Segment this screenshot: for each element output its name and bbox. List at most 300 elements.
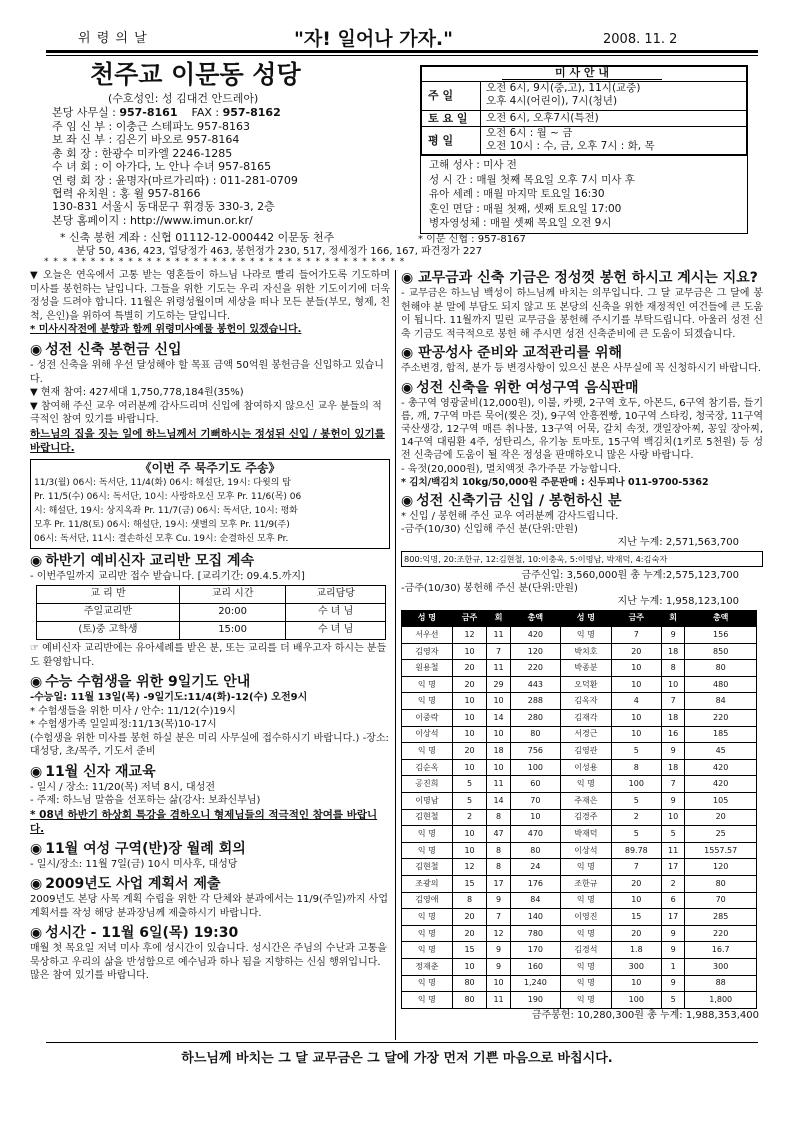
table-cell: 5 — [452, 793, 487, 810]
table-cell: 4 — [611, 693, 661, 710]
table-cell: 9 — [487, 942, 510, 959]
reeducation-line: - 주제: 하느님 말씀을 선포하는 삶(강사: 보좌신부님) — [30, 795, 261, 807]
table-cell: 2 — [661, 876, 684, 893]
table-cell: 1,800 — [685, 992, 757, 1009]
table-cell: 10 — [611, 676, 661, 693]
table-row — [402, 627, 757, 644]
table-cell: 조한규 — [560, 876, 611, 893]
table-cell: 9 — [661, 925, 684, 942]
catechumen-note: ☞ 예비신자 교리반에는 유아세례를 받은 분, 또는 교리를 더 배우고자 하시는 분들도 환영합니다. — [30, 643, 387, 668]
section-holy-hour: ◉ 성시간 - 11월 6일(목) 19:30 — [30, 925, 239, 942]
table-cell: 이명남 — [402, 793, 453, 810]
saturday-label: 토 요 일 — [428, 112, 468, 125]
table-cell: 17 — [487, 876, 510, 893]
table-row — [402, 859, 757, 876]
table-cell: 15 — [611, 909, 661, 926]
rosary-row: 11/3(월) 06시: 독서단, 11/4(화) 06시: 해설단, 19시: 다윗의 탑 — [34, 477, 291, 488]
food-sale-extra: - 육젓(20,000원), 멸치액젓 추가주문 가능합니다. — [401, 463, 622, 475]
table-cell: 익 명 — [402, 992, 453, 1009]
table-cell: 100 — [611, 992, 661, 1009]
section-exam-novena: ◉ 수능 수험생을 위한 9일기도 안내 — [30, 674, 251, 691]
table-cell: 김옥자 — [560, 693, 611, 710]
table-cell: 80 — [685, 660, 757, 677]
pledge-body: - 성전 신축을 위해 우선 달성해야 할 목표 금액 50억원 봉헌금을 신입하고 있습니다. — [30, 360, 384, 385]
table-cell: 익 명 — [402, 826, 453, 843]
table-cell: 17 — [661, 909, 684, 926]
table-cell: 10 — [452, 726, 487, 743]
office-phone: 957-8161 — [119, 106, 178, 119]
staff-line: 연 령 회 장 : 윤명자(마르가리따) : 011-281-0709 — [52, 173, 298, 187]
sunday-times-1: 오전 6시, 9시(중,고), 11시(교중) — [486, 82, 641, 94]
saturday-times: 오전 6시, 오후7시(특전) — [486, 112, 599, 124]
table-cell: 20 — [611, 876, 661, 893]
right-column — [401, 270, 763, 1023]
offering-table-header: 금주 — [452, 610, 487, 627]
offering-table-header: 회 — [661, 610, 684, 627]
section-donors: ◉ 성전 신축기금 신입 / 봉헌하신 분 — [401, 492, 622, 509]
table-cell: 100 — [510, 759, 560, 776]
table-cell: 17 — [661, 859, 684, 876]
table-cell: 7 — [487, 909, 510, 926]
offering-table-header: 총액 — [685, 610, 757, 627]
table-cell: 20 — [452, 925, 487, 942]
table-cell: 8 — [611, 759, 661, 776]
masthead-slogan: "자! 일어나 가자." — [294, 28, 454, 50]
parish-patron: (수호성인: 성 김대건 안드레아) — [108, 92, 259, 105]
confession-line: 고해 성사 : 미사 전 — [429, 159, 517, 171]
table-cell: 443 — [510, 676, 560, 693]
parish-name: 천주교 이문동 성당 — [90, 60, 301, 89]
footer-message: 하느님께 바치는 그 달 교무금은 그 달에 가장 먼저 기쁜 마음으로 바칩시다. — [181, 1051, 613, 1066]
table-row — [402, 660, 757, 677]
table-cell: 7 — [661, 776, 684, 793]
meeting-line: - 일시/장소: 11월 7일(금) 10시 미사후, 대성당 — [30, 858, 238, 870]
table-cell: 2 — [611, 809, 661, 826]
catechumen-table: 교 리 반 교리 시간 교리담당 주일교리반 20:00 수 녀 님 (토)중 고학생 15:00 수 녀 님 — [36, 585, 386, 640]
circle-bullet-icon: ◉ — [401, 379, 414, 396]
table-cell: 11 — [487, 627, 510, 644]
table-cell: 288 — [510, 693, 560, 710]
staff-line: 주 임 신 부 : 이충근 스테파노 957-8163 — [52, 120, 251, 133]
table-cell: 850 — [685, 643, 757, 660]
table-cell: 29 — [487, 676, 510, 693]
kimchi-order: * 김치/백김치 10kg/50,000원 주문판매 : 신두피나 011-9700-5362 — [401, 477, 709, 489]
table-cell: 9 — [487, 892, 510, 909]
staff-list — [52, 120, 298, 227]
building-account: * 신축 봉헌 계좌 : 신협 01112-12-000442 이문동 천주 — [60, 231, 335, 244]
weekday-times-1: 오전 6시 : 월 ~ 금 — [486, 127, 573, 139]
table-cell: 220 — [685, 925, 757, 942]
table-cell: 9 — [661, 627, 684, 644]
circle-bullet-icon: ◉ — [30, 763, 43, 780]
table-cell: 익 명 — [402, 909, 453, 926]
marriage-line: 혼인 면담 : 매월 첫째, 셋째 토요일 17:00 — [429, 202, 622, 215]
table-cell: 7 — [487, 643, 510, 660]
table-cell: 1 — [661, 958, 684, 975]
table-cell: 10 — [487, 975, 510, 992]
table-row — [402, 909, 757, 926]
district-list: 분당 50, 436, 423, 업당정가 463, 봉헌정가 230, 517, 정세정가 166, 167, 파견정가 227 — [76, 246, 483, 257]
table-cell: 익 명 — [560, 776, 611, 793]
table-cell: 470 — [510, 826, 560, 843]
table-cell: 7 — [661, 693, 684, 710]
table-cell: 1,240 — [510, 975, 560, 992]
table-row — [402, 892, 757, 909]
table-cell: 18 — [661, 643, 684, 660]
sacrament-info — [420, 156, 748, 234]
table-cell: 176 — [510, 876, 560, 893]
table-cell: 익 명 — [402, 743, 453, 760]
table-cell: 12 — [452, 859, 487, 876]
mass-title: 미 사 안 내 — [502, 66, 662, 80]
pledge-previous-total: 지난 누계: 2,571,563,700 — [617, 536, 739, 548]
table-cell: 익 명 — [560, 892, 611, 909]
table-cell: 120 — [685, 859, 757, 876]
exam-line: (수험생을 위한 미사를 봉헌 하실 분은 미리 사무실에 접수하시기 바랍니다.) -장소: 대성당, 초/목주, 기도서 준비 — [30, 732, 389, 758]
table-cell: 10 — [611, 726, 661, 743]
table-cell: 190 — [510, 992, 560, 1009]
table-cell: 7 — [611, 627, 661, 644]
table-cell: 12 — [452, 627, 487, 644]
table-row — [402, 992, 757, 1009]
table-cell: 이영진 — [560, 909, 611, 926]
table-cell: 60 — [510, 776, 560, 793]
rosary-row: 06시: 독서단, 11시: 결손하신 모후 Cu. 19시: 순결하신 모후 Pr. — [34, 533, 289, 544]
table-row — [402, 925, 757, 942]
table-cell: 18 — [661, 710, 684, 727]
reeducation-line: - 일시 / 장소: 11/20(목) 저녁 8시, 대성전 — [30, 781, 216, 793]
table-cell: 5 — [661, 992, 684, 1009]
table-cell: 160 — [510, 958, 560, 975]
circle-bullet-icon: ◉ — [30, 342, 43, 358]
section-reeducation: ◉ 11월 신자 재교육 — [30, 763, 156, 780]
table-cell: 공진희 — [402, 776, 453, 793]
table-cell: 익 명 — [560, 975, 611, 992]
rosary-row: 시: 해설단, 19시: 상지옥좌 Pr. 11/7(금) 06시: 독서단, 10시: 평화 — [34, 505, 298, 516]
table-cell: 10 — [452, 643, 487, 660]
donors-thanks: * 신입 / 봉헌해 주신 교우 여러분께 감사드립니다. — [401, 510, 619, 522]
table-cell: 120 — [510, 643, 560, 660]
table-cell: 170 — [510, 942, 560, 959]
table-cell: 익 명 — [402, 842, 453, 859]
table-row — [402, 726, 757, 743]
table-cell: 10 — [611, 892, 661, 909]
credit-union-account: * 이문 신협 : 957-8167 — [418, 234, 526, 245]
sunday-label: 주 일 — [428, 89, 454, 102]
section-food-sale: ◉ 성전 신축을 위한 여성구역 음식판매 — [401, 379, 639, 396]
masthead-day: 위 령 의 날 — [78, 31, 148, 46]
table-cell: 조광의 — [402, 876, 453, 893]
table-cell: 서경근 — [560, 726, 611, 743]
table-cell: 18 — [661, 759, 684, 776]
table-cell: 정재춘 — [402, 958, 453, 975]
section-confession-prep: ◉ 판공성사 준비와 교적관리를 위해 — [401, 345, 623, 361]
offering-table-header: 금주 — [611, 610, 661, 627]
pledge-thanks: ▼ 참여해 주신 교우 여러분께 감사드리며 신입에 참여하지 않으신 교우 분들의 적극적인 참여 있기를 바랍니다. — [30, 400, 382, 425]
table-cell: 88 — [685, 975, 757, 992]
exam-line: * 수험생가족 일일피정:11/13(목)10-17시 — [30, 719, 217, 731]
table-cell: 12 — [487, 925, 510, 942]
table-row — [402, 643, 757, 660]
section-pledge: ◉ 성전 신축 봉헌금 신입 — [30, 342, 182, 358]
table-cell: 5 — [611, 743, 661, 760]
table-cell: 10 — [487, 693, 510, 710]
table-cell: 80 — [452, 992, 487, 1009]
staff-line: 총 회 장 : 한광수 미카엘 2246-1285 — [52, 146, 233, 160]
table-cell: 20 — [611, 925, 661, 942]
table-cell: 10 — [661, 809, 684, 826]
exam-line: * 수험생들을 위한 미사 / 안수: 11/12(수)19시 — [30, 705, 236, 717]
staff-line: 수 녀 회 : 이 아가다, 노 안나 수녀 957-8165 — [52, 160, 272, 174]
circle-bullet-icon: ◉ — [30, 674, 43, 691]
table-cell: 10 — [452, 693, 487, 710]
table-cell: 16 — [661, 726, 684, 743]
table-row — [402, 693, 757, 710]
table-cell: 185 — [685, 726, 757, 743]
weekday-label: 평 일 — [428, 134, 454, 147]
table-cell: 140 — [510, 909, 560, 926]
table-cell: 280 — [510, 710, 560, 727]
table-row — [402, 975, 757, 992]
table-cell: 10 — [452, 826, 487, 843]
table-row — [402, 876, 757, 893]
table-cell: 80 — [510, 726, 560, 743]
parish-info — [50, 59, 415, 249]
table-cell: 오덕환 — [560, 676, 611, 693]
table-cell: 80 — [685, 876, 757, 893]
table-cell: 756 — [510, 743, 560, 760]
table-cell: 420 — [685, 759, 757, 776]
table-row — [402, 842, 757, 859]
table-cell: 김경주 — [560, 809, 611, 826]
table-cell: 105 — [685, 793, 757, 810]
rosary-row: Pr. 11/5(수) 06시: 독서단, 10시: 사랑하오신 모후 Pr. 11/6(목) 06 — [34, 491, 302, 502]
table-cell: 20 — [452, 676, 487, 693]
table-cell: 420 — [510, 627, 560, 644]
table-cell: 9 — [661, 975, 684, 992]
reeducation-appeal: * 08년 하반기 하상회 특강을 겸하오니 형제님들의 적극적인 참여를 바랍니다. — [30, 808, 378, 835]
table-cell: 10 — [611, 660, 661, 677]
table-cell: 이성용 — [560, 759, 611, 776]
table-cell: 11 — [487, 776, 510, 793]
table-cell: 80 — [510, 842, 560, 859]
table-cell: 10 — [661, 676, 684, 693]
table-cell: 25 — [685, 826, 757, 843]
table-cell: 9 — [487, 958, 510, 975]
table-cell: 11 — [487, 660, 510, 677]
table-row — [402, 826, 757, 843]
table-cell: 원용철 — [402, 660, 453, 677]
table-cell: 14 — [487, 710, 510, 727]
table-cell: 8 — [661, 660, 684, 677]
table-row — [402, 759, 757, 776]
food-sale-body: - 총구역 영광굴비(12,000원), 이불, 카펫, 2구역 호두, 아몬드, 6구역 참기름, 들기름, 깨, 7구역 마른 묵어(찢은 것), 9구역 안흥찐빵, 10구역 스타킹, 청국장, 11구역 국산생강, 12구역 매른 취나물, 13구역 어묵, 갈치 속젓, 갯일장아찌, 꽁잎 장아찌, 14구역 대림환 4주, 성탄리스, 유기농 토마토, 15구역 백김치(1키로 5천원) 등 성전 신축금에 도움이 될 작은 정성을 판매하오니 많은 사랑 바랍니다. — [401, 397, 763, 462]
holy-hour-body: 매월 첫 목요일 저녁 미사 후에 성시간이 있습니다. 성시간은 주님의 수난과 고통을 묵상하고 우리의 삶을 반성함으로 예수님과 하나 됨을 지향하는 신심 행위입니다. 많은 참여 있기를 바랍니다. — [30, 943, 387, 982]
table-cell: 주재은 — [560, 793, 611, 810]
table-cell: 김재각 — [560, 710, 611, 727]
table-cell: 10 — [611, 710, 661, 727]
table-row — [402, 710, 757, 727]
confession-prep-body: 주소변경, 합적, 분가 등 변경사항이 있으신 분은 사무실에 꼭 신청하시기 바랍니다. — [401, 363, 762, 374]
table-cell: 80 — [452, 975, 487, 992]
section-dues: ◉ 교무금과 신축 기금은 정성껏 봉헌 하시고 계시는 지요? — [401, 270, 758, 286]
table-cell: 익 명 — [560, 627, 611, 644]
table-cell: 익 명 — [402, 676, 453, 693]
table-cell: 1557.57 — [685, 842, 757, 859]
table-cell: 1.8 — [611, 942, 661, 959]
rosary-box — [30, 459, 390, 549]
table-cell: 8 — [452, 892, 487, 909]
section-catechumen: ◉ 하반기 예비신자 교리반 모집 계속 — [30, 552, 255, 569]
table-cell: 박치호 — [560, 643, 611, 660]
offering-table-header: 성 명 — [560, 610, 611, 627]
table-cell: 익 명 — [402, 925, 453, 942]
table-cell: 8 — [487, 809, 510, 826]
holy-hour-line: 성 시 간 : 매월 첫째 목요일 오후 7시 미사 후 — [429, 173, 635, 186]
table-cell: 익 명 — [402, 693, 453, 710]
offering-table-header: 총액 — [510, 610, 560, 627]
table-cell: 이상석 — [402, 726, 453, 743]
fax-number: 957-8162 — [222, 106, 281, 119]
table-cell: 10 — [487, 726, 510, 743]
table-cell: 100 — [611, 776, 661, 793]
staff-line: 협력 유치원 : 홍 윌 957-8166 — [52, 187, 201, 201]
table-cell: 익 명 — [402, 975, 453, 992]
staff-line: 보 좌 신 부 : 김은기 바오로 957-8164 — [52, 133, 240, 147]
mass-schedule — [420, 65, 748, 156]
table-cell: 89.78 — [611, 842, 661, 859]
table-cell: 84 — [685, 693, 757, 710]
table-cell: 익 명 — [560, 992, 611, 1009]
circle-bullet-icon: ◉ — [401, 345, 419, 361]
left-column — [30, 269, 390, 983]
pledge-appeal: 하느님의 집을 짓는 일에 하느님께서 기뻐하시는 정성된 신입 / 봉헌이 있기를 바랍니다. — [30, 427, 385, 454]
table-cell: 5 — [611, 793, 661, 810]
table-row — [402, 809, 757, 826]
table-cell: 김경석 — [560, 942, 611, 959]
table-cell: 220 — [510, 660, 560, 677]
table-row — [402, 958, 757, 975]
table-row — [402, 743, 757, 760]
table-cell: 9 — [661, 793, 684, 810]
table-cell: 156 — [685, 627, 757, 644]
table-cell: 5 — [452, 776, 487, 793]
circle-bullet-icon: ◉ — [401, 270, 419, 286]
table-cell: 익 명 — [560, 859, 611, 876]
table-cell: 9 — [661, 743, 684, 760]
circle-bullet-icon: ◉ — [30, 925, 43, 942]
table-cell: 10 — [452, 958, 487, 975]
table-cell: 15 — [452, 942, 487, 959]
weekday-times-2: 오전 10시 : 수, 금, 오후 7시 : 화, 목 — [486, 140, 655, 152]
pledge-week-label: -금주(10/30) 신입해 주신 분(단위:만원) — [401, 523, 578, 535]
intro-text: ▼ 오늘은 연옥에서 고통 받는 영혼들이 하느님 나라로 빨리 들어가도록 기도하며 미사를 봉헌하는 날입니다. 그들을 위한 기도는 우리 자신을 위한 기도이기에 더욱 정성을 드려야 합니다. 11월은 위령성월이며 세상을 떠나 모든 분들(부모, 형제, 친척, 은인)을 위하여 특별히 기도하는 달입니다. — [30, 270, 390, 322]
table-cell: 20 — [611, 643, 661, 660]
table-cell: 김영자 — [402, 643, 453, 660]
offering-table-header: 성 명 — [402, 610, 453, 627]
offering-week-label: -금주(10/30) 봉헌해 주신 분(단위:만원) — [401, 582, 578, 594]
table-cell: 9 — [661, 942, 684, 959]
circle-bullet-icon: ◉ — [30, 840, 43, 857]
table-row — [402, 676, 757, 693]
rosary-title: 《이번 주 묵주기도 주송》 — [139, 460, 281, 475]
rosary-row: 모후 Pr. 11/8(토) 06시: 해설단, 19시: 샛별의 모후 Pr. 11/9(주) — [34, 519, 290, 530]
table-cell: 김현철 — [402, 809, 453, 826]
table-cell: 300 — [611, 958, 661, 975]
table-cell: 11 — [661, 842, 684, 859]
table-row — [402, 776, 757, 793]
table-cell: 익 명 — [402, 942, 453, 959]
table-cell: 5 — [661, 826, 684, 843]
table-cell: 박종분 — [560, 660, 611, 677]
table-cell: 70 — [685, 892, 757, 909]
pledge-names: 800:익명, 20:조한규, 12:김현철, 10:이충욱, 5:이명남, 박재덕, 4:김숙자 — [401, 551, 763, 567]
table-row — [402, 942, 757, 959]
table-cell: 14 — [487, 793, 510, 810]
table-cell: 김영애 — [402, 892, 453, 909]
table-cell: 15 — [452, 876, 487, 893]
table-cell: 6 — [661, 892, 684, 909]
table-cell: 김현철 — [402, 859, 453, 876]
table-cell: 10 — [487, 759, 510, 776]
plan-body: 2009년도 본당 사목 계획 수립을 위한 각 단체와 분과에서는 11/9(주일)까지 사업 계획서를 작성 해당 분과장님께 제출하시기 바랍니다. — [30, 894, 388, 919]
staff-line: 130-831 서울시 동대문구 휘경동 330-3, 2층 — [52, 200, 275, 214]
table-cell: 84 — [510, 892, 560, 909]
table-cell: 이상석 — [560, 842, 611, 859]
table-cell: 220 — [685, 710, 757, 727]
table-cell: 이중락 — [402, 710, 453, 727]
table-cell: 5 — [611, 826, 661, 843]
offering-table-header: 회 — [487, 610, 510, 627]
table-cell: 박재덕 — [560, 826, 611, 843]
table-cell: 10 — [452, 842, 487, 859]
table-cell: 285 — [685, 909, 757, 926]
table-cell: 47 — [487, 826, 510, 843]
table-cell: 10 — [611, 975, 661, 992]
table-cell: 24 — [510, 859, 560, 876]
section-plan-2009: ◉ 2009년도 사업 계획서 제출 — [30, 876, 221, 893]
catechumen-body: - 이번주일까지 교리반 접수 받습니다. [교리기간: 09.4.5.까지] — [30, 570, 305, 582]
section-leaders-meeting: ◉ 11월 여성 구역(반)장 월례 회의 — [30, 840, 246, 857]
table-cell: 익 명 — [560, 925, 611, 942]
table-cell: 2 — [452, 809, 487, 826]
table-cell: 김영관 — [560, 743, 611, 760]
homepage-link[interactable]: 본당 홈페이지 : http://www.imun.or.kr/ — [52, 213, 253, 227]
circle-bullet-icon: ◉ — [30, 552, 43, 569]
table-cell: 16.7 — [685, 942, 757, 959]
table-cell: 420 — [685, 776, 757, 793]
offering-grand-total: 금주봉헌: 10,280,300원 총 누계: 1,988,353,400 — [531, 1009, 759, 1021]
table-cell: 20 — [452, 743, 487, 760]
masthead-date: 2008. 11. 2 — [603, 32, 678, 47]
table-cell: 20 — [452, 909, 487, 926]
sick-communion-line: 병자영성체 : 매월 셋째 목요일 오전 9시 — [429, 217, 612, 229]
pledge-status: ▼ 현재 참여: 427세대 1,750,778,184원(35%) — [30, 387, 244, 398]
star-divider: * * * * * * * * * * * * * * * * * * * * * * * * * * * * * * * * * * * * * * * — [44, 257, 406, 267]
dues-body: - 교무금은 하느님 백성이 하느님께 바치는 의무입니다. 그 달 교무금은 그 달에 봉헌해야 분 말에 부담도 되지 않고 또 본당의 신축을 위한 재정적인 여건들에 큰 도움이 됩니다. 11월까지 밀린 교무금을 봉헌해 주시기를 부탁드립니다. 아울러 성전 신축 기금도 적극적으로 봉헌 해 주시면 성전 신축준비에 큰 도움이 되겠습니다. — [401, 288, 763, 340]
table-cell: 10 — [452, 759, 487, 776]
circle-bullet-icon: ◉ — [30, 876, 43, 893]
baptism-line: 유아 세례 : 매월 마지막 토요일 16:30 — [429, 188, 605, 200]
table-cell: 480 — [685, 676, 757, 693]
office-phone-line: 본당 사무실 : 957-8161 FAX : 957-8162 — [52, 106, 281, 119]
table-cell: 8 — [487, 842, 510, 859]
table-cell: 7 — [611, 859, 661, 876]
table-cell: 20 — [452, 660, 487, 677]
table-cell: 서우선 — [402, 627, 453, 644]
pledge-week-total: 금주신입: 3,560,000원 총 누계:2,575,123,700 — [521, 569, 739, 581]
table-cell: 8 — [487, 859, 510, 876]
